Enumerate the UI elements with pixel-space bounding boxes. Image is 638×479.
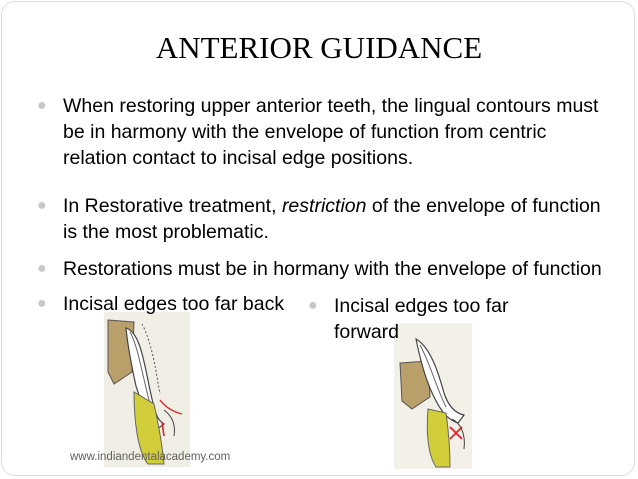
bullet-marker: ● xyxy=(37,295,47,312)
bullet-incisal-forward xyxy=(308,293,574,345)
bullet-marker: ● xyxy=(37,97,47,114)
bullet-marker: ● xyxy=(37,260,47,277)
incisal-back-diagram xyxy=(104,312,190,467)
bullet-incisal-back xyxy=(37,291,303,317)
bullet-text: Incisal edges too far back xyxy=(63,293,285,315)
bullet-text: Incisal edges too far forward xyxy=(334,295,509,343)
bullet-marker: ● xyxy=(37,197,47,214)
slide-title: ANTERIOR GUIDANCE xyxy=(155,30,483,65)
bullet-text-emphasis: restriction xyxy=(281,195,367,217)
bullet-restrictive-treatment xyxy=(37,193,603,245)
bullet-lingual-contours xyxy=(37,93,603,171)
bullet-harmony-envelope xyxy=(37,256,603,282)
footer-url: www.indiandentalacademy.com xyxy=(70,451,231,463)
bullet-marker: ● xyxy=(308,297,318,314)
bullet-text: of the envelope of function is the most problematic. xyxy=(63,195,601,243)
bullet-text: When restoring upper anterior teeth, the lingual contours must be in harmony with the envelope of function from centric relation contact to incisal edge positions. xyxy=(63,95,599,169)
bullet-text: Restorations must be in hormany with the envelope of function xyxy=(63,258,602,280)
bullet-text: In Restorative treatment, xyxy=(63,195,282,217)
